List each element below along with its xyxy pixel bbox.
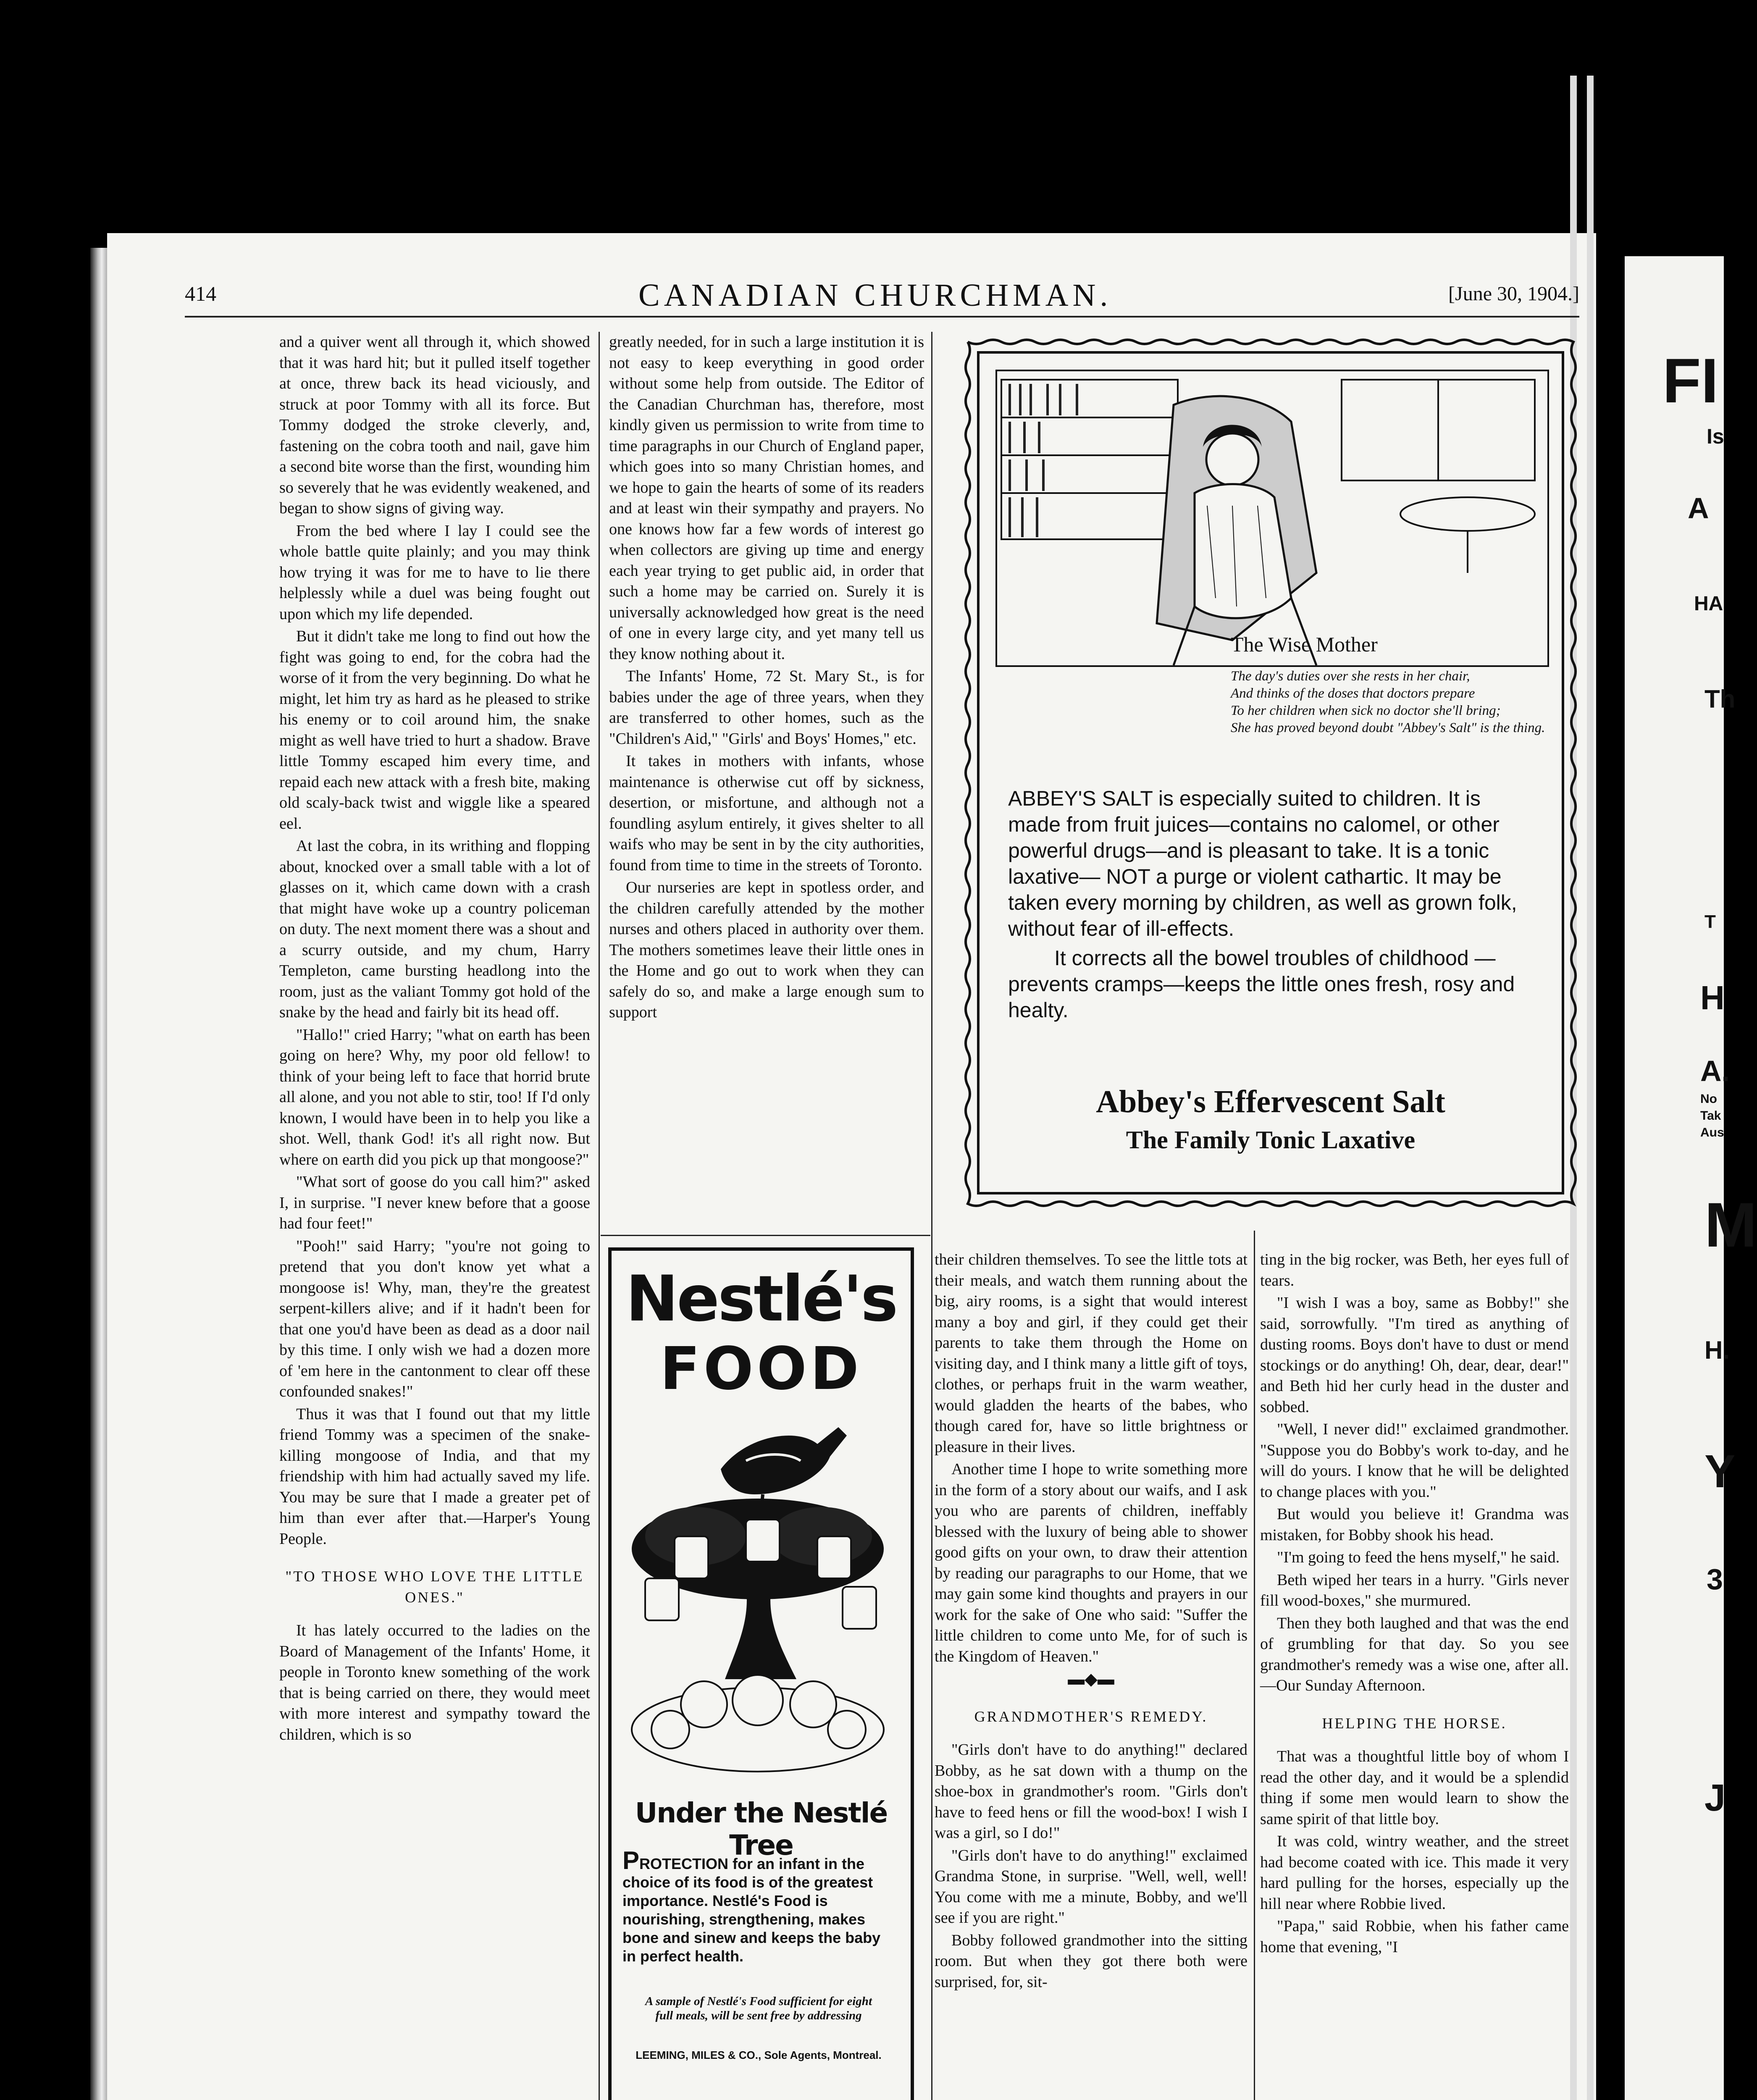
- brand-name: Nestlé's: [625, 1263, 897, 1336]
- ad-paragraph: ABBEY'S SALT is especially suited to children. It is made from fruit juices—contains no calomel, or other powerful drugs—and is pleasant to take. It is a tonic laxative— NOT a purge or violent cathartic. It may be taken every morning by children, as well as grown folk, without fear of ill-effects.: [1008, 787, 1517, 940]
- illustration-title: The Wise Mother: [1231, 633, 1378, 656]
- facing-fragment: No: [1700, 1092, 1717, 1106]
- column-rule: [931, 332, 932, 2100]
- article-paragraph: greatly needed, for in such a large institution it is not easy to keep everything in good order without some help from outside. The Editor of the Canadian Churchman has, therefore, most kindly given us permission to write from time to time paragraphs in our Church of England paper, which goes into so many Christian homes, and we hope to gain the hearts of some of its readers and at least win their sympathy and prayers. No one knows how far a few words of interest go when collectors are giving up time and energy each year trying to get public aid, in order that such a home may be carried on. Surely it is universally acknowledged how great is the need of one in every large city, and yet many tell us they know nothing about it.: [609, 333, 924, 663]
- article-paragraph: But it didn't take me long to find out how the fight was going to end, for the cobra had the worse of it from the very beginning. Do what he might, let him try as hard as he pleased to strike his enemy or to coil around him, the snake might as well have tried to hurt a shadow. Brave little Tommy escaped him every time, and repaid each new attack with a fresh bite, making old scaly-back twist and wiggle like a speared eel.: [279, 627, 590, 832]
- drop-cap: P: [622, 1846, 640, 1874]
- article-paragraph: "Girls don't have to do anything!" exclaimed Grandma Stone, in surprise. "Well, well, well! You come with me a minute, Bobby, and we'll see if you are right.": [935, 1846, 1247, 1927]
- verse-line: To her children when sick no doctor she'll bring;: [1231, 703, 1501, 718]
- binding-strip-right: [1587, 76, 1594, 2100]
- ad-verse: [1231, 668, 1550, 737]
- article-paragraph: "Hallo!" cried Harry; "what on earth has been going on here? Why, my poor old fellow! to think of your being left to face that horrid brute all alone, and you not able to stir, too! If I'd only known, I would have been in to help you like a shot. Well, thank God! it's all right now. But where on earth did you pick up that mongoose?": [279, 1026, 590, 1168]
- product-name: Abbey's Effervescent Salt: [1096, 1084, 1445, 1119]
- article-paragraph: their children themselves. To see the little tots at their meals, and watch them running about the big, airy rooms, is a sight that would interest many a boy and girl, if they could get their parents to take them through the Home on visiting day, and I think many a little gift of toys, clothes, or perhaps fruit in the warm weather, would gladden the hearts of the babes, who though cared for, have so little brightness or pleasure in their lives.: [935, 1251, 1247, 1456]
- article-paragraph: It takes in mothers with infants, whose maintenance is otherwise cut off by sickness, desertion, or misfortune, and although not a foundling asylum entirely, it gives shelter to all waifs who may be sent in by the city authorities, found from time to time in the streets of Toronto.: [609, 752, 924, 874]
- article-paragraph: That was a thoughtful little boy of whom I read the other day, and it would be a splendid thing if some men would learn to show the same spirit of that little boy.: [1260, 1748, 1569, 1828]
- mother-in-chair-drawing: [997, 371, 1547, 665]
- facing-fragment: Th: [1704, 685, 1736, 713]
- article-paragraph: Thus it was that I found out that my little friend Tommy was a specimen of the snake-killing mongoose of India, and that my friendship with him had actually saved my life. You may be sure that I made a greater pet of him than ever after that.—Harper's Young People.: [279, 1405, 590, 1548]
- facing-fragment: Aus: [1700, 1126, 1724, 1139]
- book-page-edges: [90, 248, 109, 2100]
- brand-food-label: FOOD: [660, 1335, 862, 1403]
- article-paragraph: It has lately occurred to the ladies on the Board of Management of the Infants' Home, it people in Toronto knew something of the work that is being carried on there, they would meet with more interest and sympathy toward the children, which is so: [279, 1622, 590, 1743]
- column-2: [609, 332, 924, 1231]
- article-paragraph: "I wish I was a boy, same as Bobby!" she said, sorrowfully. "I'm tired as anything of dusting rooms. Boys don't have to dust or mend stockings or do anything! Oh, dear, dear, dear!" and Beth hid her curly head in the duster and sobbed.: [1260, 1294, 1569, 1416]
- column-4: [1260, 1250, 1569, 2100]
- article-paragraph: Beth wiped her tears in a hurry. "Girls never fill wood-boxes," she murmured.: [1260, 1571, 1569, 1609]
- article-heading: HELPING THE HORSE.: [1322, 1714, 1507, 1732]
- article-heading: "TO THOSE WHO LOVE THE LITTLE ONES.": [285, 1568, 584, 1606]
- article-paragraph: Bobby followed grandmother into the sitting room. But when they got there both were surprised, for, sit-: [935, 1931, 1247, 1991]
- issue-date: [June 30, 1904.]: [1448, 283, 1579, 305]
- ad-body: [622, 1846, 896, 1966]
- facing-fragment: A: [1688, 492, 1709, 525]
- verse-line: The day's duties over she rests in her chair,: [1231, 669, 1470, 684]
- article-paragraph: "Pooh!" said Harry; "you're not going to pretend that you don't know yet what a mongoose is! Why, man, they're the greatest serpent-killers alive; and if it hadn't been for that one you'd have been as dead as a door nail by this time. I only wish we had a dozen more of 'em here in the cantonment to clear off these confounded snakes!": [279, 1237, 590, 1400]
- facing-fragment: M: [1704, 1189, 1757, 1260]
- nestle-food-advertisement: [608, 1247, 914, 2100]
- article-paragraph: Another time I hope to write something more in the form of a story about our waifs, and I ask you who are parents of children, ineffably blessed with the luxury of being able to shower good gifts on your own, to draw their attention by reading our paragraphs to our Home, that we may gain some kind thoughts and prayers in our work for the sake of One who said: "Suffer the little children to come unto Me, for of such is the Kingdom of Heaven.": [935, 1460, 1247, 1665]
- facing-fragment: Y: [1704, 1446, 1736, 1497]
- article-paragraph: Then they both laughed and that was the end of grumbling for that day. So you see grandmother's remedy was a wise one, after all.—Our Sunday Afternoon.: [1260, 1614, 1569, 1694]
- abbey-salt-advertisement: [962, 336, 1579, 1210]
- article-paragraph: ting in the big rocker, was Beth, her eyes full of tears.: [1260, 1251, 1569, 1289]
- sample-offer: A sample of Nestlé's Food sufficient for eight full meals, will be sent free by addressing: [645, 1995, 872, 2022]
- sole-agents: LEEMING, MILES & CO., Sole Agents, Montreal.: [636, 2049, 882, 2061]
- facing-page-fragment: [1625, 256, 1757, 2100]
- article-paragraph: It was cold, wintry weather, and the street had become coated with ice. This made it very hard pulling for the horses, especially up the hill near where Robbie lived.: [1260, 1832, 1569, 1913]
- product-tagline: The Family Tonic Laxative: [1126, 1126, 1416, 1154]
- section-rule: [601, 1235, 930, 1236]
- facing-fragment: FI: [1662, 345, 1719, 416]
- page-header: [185, 277, 1579, 311]
- facing-fragment: Tak: [1700, 1109, 1721, 1123]
- stork-tree-illustration: [620, 1410, 896, 1780]
- article-heading: GRANDMOTHER'S REMEDY.: [974, 1708, 1208, 1725]
- wise-mother-illustration: [995, 370, 1549, 667]
- ad-paragraph: It corrects all the bowel troubles of childhood —prevents cramps—keeps the little ones fresh, rosy and healty.: [1008, 946, 1515, 1022]
- ad-body-text: [1008, 785, 1537, 1023]
- facing-fragment: T: [1704, 911, 1716, 932]
- facing-fragment: H: [1700, 979, 1725, 1016]
- column-3: [935, 1250, 1247, 2100]
- verse-line: And thinks of the doses that doctors prepare: [1231, 686, 1475, 701]
- verse-line: She has proved beyond doubt "Abbey's Salt" is the thing.: [1231, 720, 1545, 735]
- article-paragraph: "I'm going to feed the hens myself," he said.: [1277, 1549, 1560, 1566]
- column-rule: [1254, 1231, 1255, 2100]
- ad-headline: Under the Nestlé Tree: [635, 1797, 888, 1861]
- column-1: [279, 332, 590, 2100]
- article-paragraph: But would you believe it! Grandma was mistaken, for Bobby shook his head.: [1260, 1505, 1569, 1544]
- article-paragraph: The Infants' Home, 72 St. Mary St., is for babies under the age of three years, when they are transferred to other homes, such as the "Children's Aid," "Girls' and Boys' Homes," etc.: [609, 667, 924, 748]
- article-paragraph: and a quiver went all through it, which showed that it was hard hit; but it pulled itself together at once, threw back its head viciously, and struck at poor Tommy with all its force. But Tommy dodged the stroke cleverly, and, fastening on the cobra tooth and nail, gave him a second bite worse than the first, wounding him so severely that he was evidently weakened, and began to show signs of giving way.: [279, 333, 590, 517]
- masthead: CANADIAN CHURCHMAN.: [638, 278, 1112, 313]
- article-paragraph: From the bed where I lay I could see the whole battle quite plainly; and you may think how trying it was for me to have to lie there helplessly while a duel was being fought out upon which my life depended.: [279, 522, 590, 623]
- facing-fragment: Is: [1707, 425, 1724, 448]
- page-number: 414: [185, 282, 216, 305]
- facing-fragment: 3: [1707, 1563, 1723, 1596]
- ad-body-text: ROTECTION for an infant in the choice of its food is of the greatest importance. Nestlé's Food is nourishing, strengthening, makes bone and sinew and keeps the baby in perfect health.: [622, 1855, 881, 1965]
- article-paragraph: "Girls don't have to do anything!" declared Bobby, as he sat down with a thump on the shoe-box in grandmother's room. "Girls don't have to feed hens or fill the wood-box! I wish I was a girl, so I do!": [935, 1741, 1247, 1842]
- facing-fragment: J: [1704, 1777, 1726, 1819]
- section-separator: ▬◆▬: [1068, 1670, 1114, 1688]
- column-rule: [599, 332, 600, 2100]
- facing-fragment: HA: [1694, 593, 1723, 615]
- article-paragraph: "Papa," said Robbie, when his father came home that evening, "I: [1260, 1917, 1569, 1956]
- article-paragraph: "Well, I never did!" exclaimed grandmother. "Suppose you do Bobby's work to-day, and he will do yours. I know that he will be delighted to change places with you.": [1260, 1420, 1569, 1501]
- article-paragraph: At last the cobra, in its writhing and flopping about, knocked over a small table with a lot of glasses on it, which came down with a crash that might have woke up a country policeman on duty. The next moment there was a shout and a scurry outside, and my chum, Harry Templeton, came bursting headlong into the room, just as the valiant Tommy got hold of the snake by the head and fairly bit its head off.: [279, 837, 590, 1021]
- header-rule: [185, 316, 1579, 318]
- article-paragraph: "What sort of goose do you call him?" asked I, in surprise. "I never knew before that a goose had four feet!": [279, 1173, 590, 1232]
- article-paragraph: Our nurseries are kept in spotless order, and the children carefully attended by the mother nurses and others placed in authority over them. The mothers sometimes leave their little ones in the Home and go out to work when they can safely do so, and make a large enough sum to support: [609, 879, 924, 1021]
- facing-fragment: H.: [1704, 1336, 1730, 1364]
- facing-fragment: A.: [1700, 1055, 1730, 1087]
